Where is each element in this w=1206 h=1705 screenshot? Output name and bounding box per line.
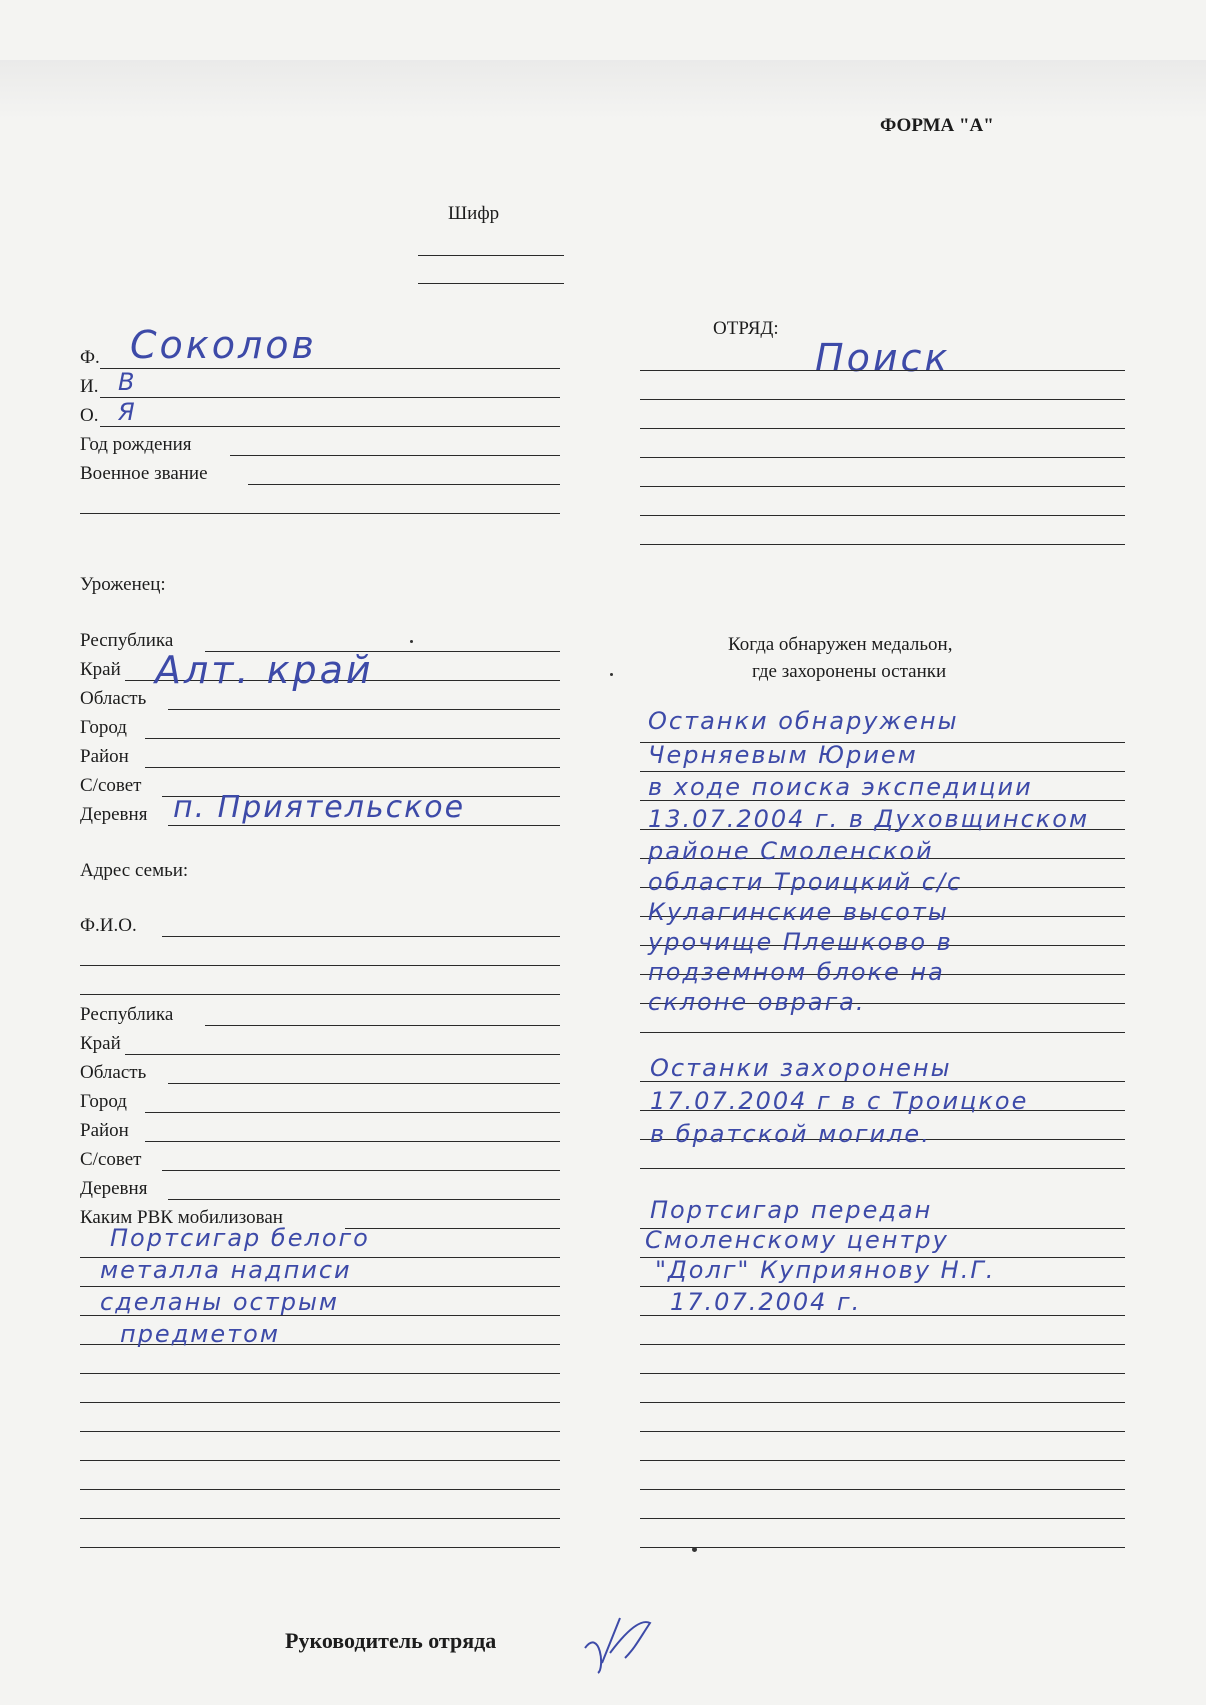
birth-year-line	[230, 455, 560, 456]
scan-speck-1	[692, 1547, 697, 1552]
found-line-11	[640, 1032, 1125, 1033]
leader-signature	[580, 1608, 660, 1678]
squad-label: ОТРЯД:	[713, 318, 779, 339]
squad-line-1	[640, 370, 1125, 371]
family-republic-label: Республика	[80, 1004, 174, 1025]
right-bottom-line-11	[640, 1518, 1125, 1519]
family-village-label: Деревня	[80, 1178, 148, 1199]
family-krai-line	[125, 1054, 560, 1055]
buried-text-2: 17.07.2004 г в с Троицкое	[650, 1087, 1029, 1115]
left-bottom-line-2	[80, 1286, 560, 1287]
family-selsovet-label: С/совет	[80, 1149, 142, 1170]
rank-line-2	[80, 513, 560, 514]
family-oblast-label: Область	[80, 1062, 147, 1083]
family-city-line	[145, 1112, 560, 1113]
right-bottom-line-10	[640, 1489, 1125, 1490]
name-line	[100, 397, 560, 398]
right-bottom-text-4: 17.07.2004 г.	[670, 1288, 862, 1316]
form-title: ФОРМА "А"	[880, 115, 994, 136]
found-text-7: Кулагинские высоты	[648, 898, 949, 926]
squad-line-5	[640, 486, 1125, 487]
family-fio-label: Ф.И.О.	[80, 915, 137, 936]
buried-line-4	[640, 1168, 1125, 1169]
right-bottom-line-12	[640, 1547, 1125, 1548]
family-republic-line	[205, 1025, 560, 1026]
native-heading: Уроженец:	[80, 574, 166, 595]
native-village-line	[168, 825, 560, 826]
found-line-2	[640, 771, 1125, 772]
patronymic-line	[100, 426, 560, 427]
rank-label: Военное звание	[80, 463, 208, 484]
scan-speck-3	[610, 673, 613, 676]
cipher-line-2	[418, 283, 564, 284]
surname-line	[100, 368, 560, 369]
scan-shadow	[0, 60, 1206, 120]
native-district-label: Район	[80, 746, 129, 767]
right-bottom-text-3: "Долг" Куприянову Н.Г.	[655, 1256, 996, 1284]
left-bottom-line-8	[80, 1460, 560, 1461]
family-oblast-line	[168, 1083, 560, 1084]
family-selsovet-line	[162, 1170, 560, 1171]
right-bottom-text-1: Портсигар передан	[650, 1196, 933, 1224]
family-district-line	[145, 1141, 560, 1142]
native-city-label: Город	[80, 717, 127, 738]
family-heading: Адрес семьи:	[80, 860, 189, 881]
surname-value: Соколов	[130, 323, 317, 367]
squad-line-4	[640, 457, 1125, 458]
buried-text-1: Останки захоронены	[650, 1054, 952, 1082]
leader-label: Руководитель отряда	[285, 1628, 497, 1653]
native-district-line	[145, 767, 560, 768]
right-bottom-line-9	[640, 1460, 1125, 1461]
found-text-2: Черняевым Юрием	[648, 741, 918, 769]
right-bottom-text-2: Смоленскому центру	[645, 1226, 949, 1254]
left-bottom-line-5	[80, 1373, 560, 1374]
found-text-6: области Троицкий с/с	[648, 868, 963, 896]
right-bottom-line-6	[640, 1373, 1125, 1374]
left-bottom-line-11	[80, 1547, 560, 1548]
native-village-label: Деревня	[80, 804, 148, 825]
birth-year-label: Год рождения	[80, 434, 192, 455]
rvk-line	[345, 1228, 560, 1229]
left-bottom-line-6	[80, 1402, 560, 1403]
found-text-1: Останки обнаружены	[648, 707, 959, 735]
cipher-label: Шифр	[448, 203, 500, 224]
medallion-heading-1: Когда обнаружен медальон,	[728, 634, 953, 655]
found-text-5: районе Смоленской	[648, 837, 934, 865]
buried-text-3: в братской могиле.	[650, 1120, 931, 1148]
rank-line	[248, 484, 560, 485]
rvk-label: Каким РВК мобилизован	[80, 1207, 283, 1228]
family-district-label: Район	[80, 1120, 129, 1141]
right-bottom-line-5	[640, 1344, 1125, 1345]
found-text-9: подземном блоке на	[648, 958, 945, 986]
native-selsovet-label: С/совет	[80, 775, 142, 796]
found-text-8: урочище Плешково в	[648, 928, 953, 956]
cipher-line-1	[418, 255, 564, 256]
surname-label: Ф.	[80, 347, 100, 368]
native-oblast-line	[168, 709, 560, 710]
right-bottom-line-3	[640, 1286, 1125, 1287]
left-bottom-text-3: сделаны острым	[100, 1288, 340, 1316]
family-fio-line-3	[80, 994, 560, 995]
native-krai-value: Алт. край	[155, 648, 374, 692]
squad-line-6	[640, 515, 1125, 516]
family-city-label: Город	[80, 1091, 127, 1112]
native-village-value: п. Приятельское	[173, 790, 466, 825]
found-text-3: в ходе поиска экспедиции	[648, 773, 1033, 801]
left-bottom-text-1: Портсигар белого	[110, 1224, 370, 1252]
scan-speck-2	[410, 640, 413, 643]
patronymic-label: О.	[80, 405, 99, 426]
right-bottom-line-7	[640, 1402, 1125, 1403]
found-text-4: 13.07.2004 г. в Духовщинском	[648, 805, 1090, 833]
squad-line-3	[640, 428, 1125, 429]
left-bottom-line-10	[80, 1518, 560, 1519]
family-village-line	[168, 1199, 560, 1200]
left-bottom-text-2: металла надписи	[100, 1256, 352, 1284]
family-fio-line-2	[80, 965, 560, 966]
native-krai-label: Край	[80, 659, 121, 680]
squad-line-2	[640, 399, 1125, 400]
found-text-10: склоне оврага.	[648, 988, 866, 1016]
name-value: В	[118, 368, 137, 396]
native-oblast-label: Область	[80, 688, 147, 709]
family-krai-label: Край	[80, 1033, 121, 1054]
family-fio-line	[162, 936, 560, 937]
native-republic-label: Республика	[80, 630, 174, 651]
left-bottom-line-9	[80, 1489, 560, 1490]
medallion-heading-2: где захоронены останки	[752, 661, 947, 682]
squad-line-7	[640, 544, 1125, 545]
right-bottom-line-8	[640, 1431, 1125, 1432]
left-bottom-text-4: предметом	[120, 1320, 280, 1348]
left-bottom-line-7	[80, 1431, 560, 1432]
native-city-line	[145, 738, 560, 739]
patronymic-value: Я	[118, 398, 137, 426]
squad-value: Поиск	[815, 336, 951, 380]
name-label: И.	[80, 376, 99, 397]
